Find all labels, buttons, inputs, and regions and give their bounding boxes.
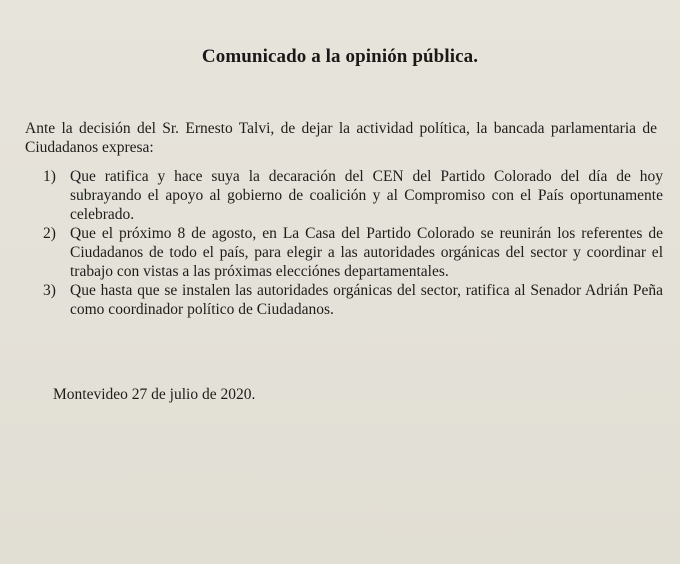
document-title: Comunicado a la opinión pública. (201, 46, 479, 67)
list-item-text: Que el próximo 8 de agosto, en La Casa del Partido Colorado se reunirán los referentes de Ciudadanos de todo el país, para elegir a las autoridades orgánicas del sector y coordinar el trabajo con vistas a las próximas elecciónes departamentales. (70, 225, 663, 280)
list-item-text: Que hasta que se instalen las autoridades orgánicas del sector, ratifica al Senador Adrián Peña como coordinador político de Ciudadanos. (70, 282, 663, 318)
list-item-text: Que ratifica y hace suya la decaración del CEN del Partido Colorado del día de hoy subrayando el apoyo al gobierno de coalición y al Compromiso con el País oportunamente celebrado. (70, 168, 663, 223)
statement-list (43, 167, 663, 319)
list-item (43, 167, 663, 224)
list-item (43, 224, 663, 281)
list-item (43, 281, 663, 319)
list-item-number: 2) (43, 225, 56, 242)
list-item-number: 1) (43, 168, 56, 185)
place-date-line: Montevideo 27 de julio de 2020. (53, 386, 256, 403)
intro-paragraph: Ante la decisión del Sr. Ernesto Talvi, de dejar la actividad política, la bancada parlamentaria de Ciudadanos expresa: (25, 120, 657, 156)
list-item-number: 3) (43, 282, 56, 299)
